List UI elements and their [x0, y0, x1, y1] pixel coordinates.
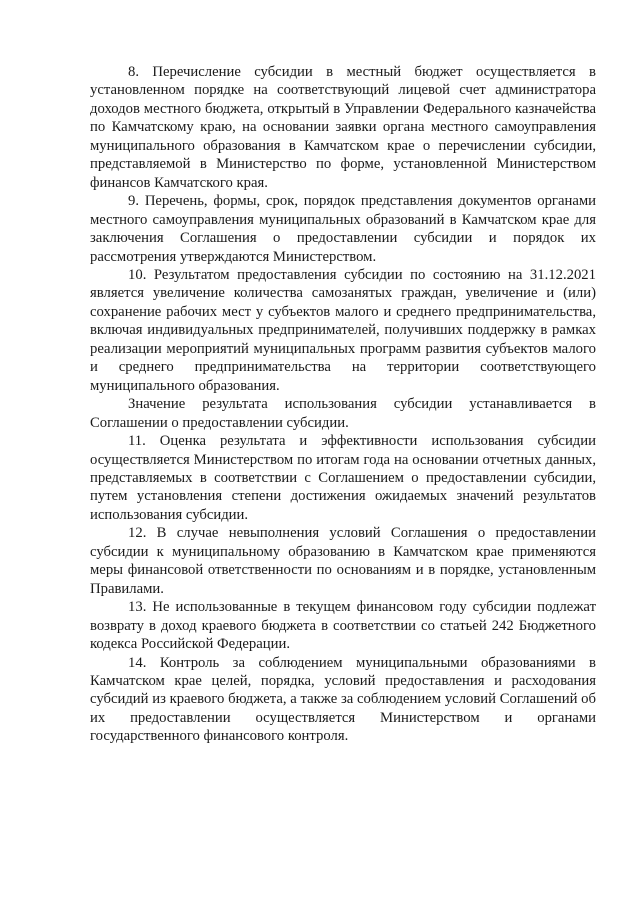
paragraph-13-return-of-unused: 13. Не использованные в текущем финансовом году субсидии подлежат возврату в доход краевого бюджета в соответствии со статьей 242 Бюджетного кодекса Российской Федерации.: [90, 599, 596, 653]
document-body: [90, 63, 596, 746]
paragraph-14-control: 14. Контроль за соблюдением муниципальными образованиями в Камчатском крае целей, порядка, условий предоставления и расходования субсидий из краевого бюджета, а также за соблюдением условий Соглашений об их предоставлении осуществляется Министерством и органами государственного финансового контроля.: [90, 654, 596, 745]
paragraph-11-evaluation: 11. Оценка результата и эффективности использования субсидии осуществляется Министерством по итогам года на основании отчетных данных, представляемых в соответствии с Соглашением о предоставлении субсидии, путем установления степени достижения ожидаемых значений результатов использования субсидии.: [90, 433, 596, 523]
paragraph-12-non-fulfillment: 12. В случае невыполнения условий Соглашения о предоставлении субсидии к муниципальному образованию в Камчатском крае применяются меры финансовой ответственности по основаниям и в порядке, установленным Правилами.: [90, 525, 596, 597]
paragraph-10-result-of-subsidy: 10. Результатом предоставления субсидии по состоянию на 31.12.2021 является увеличение количества самозанятых граждан, увеличение и (или) сохранение рабочих мест у субъектов малого и среднего предпринимательства, включая индивидуальных предпринимателей, получивших поддержку в рамках реализации мероприятий муниципальных программ развития субъектов малого и среднего предпринимательства на территории соответствующего муниципального образования.: [90, 266, 596, 394]
paragraph-result-value: Значение результата использования субсидии устанавливается в Соглашении о предоставлении субсидии.: [90, 396, 596, 431]
paragraph-8-transfer-of-subsidy: 8. Перечисление субсидии в местный бюджет осуществляется в установленном порядке на соответствующий лицевой счет администратора доходов местного бюджета, открытый в Управлении Федерального казначейства по Камчатскому краю, на основании заявки органа местного самоуправления муниципального образования в Камчатском крае о перечислении субсидии, представляемой в Министерство по форме, установленной Министерством финансов Камчатского края.: [90, 64, 596, 191]
paragraph-9-documents-procedure: 9. Перечень, формы, срок, порядок представления документов органами местного самоуправления муниципальных образований в Камчатском крае для заключения Соглашения о предоставлении субсидии и порядок их рассмотрения утверждаются Министерством.: [90, 193, 596, 265]
